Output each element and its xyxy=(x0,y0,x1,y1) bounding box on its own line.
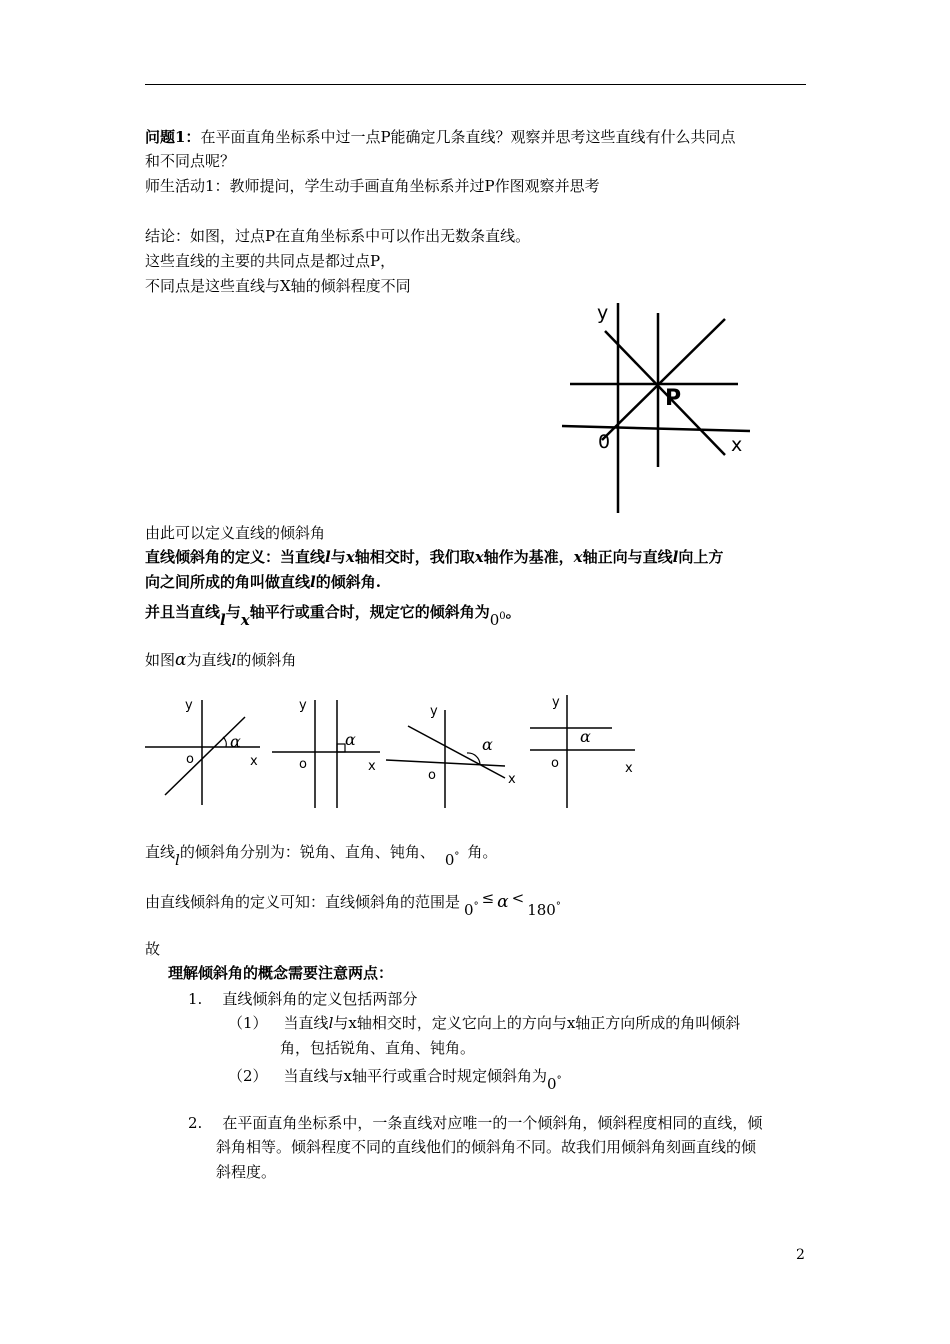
x-label: x xyxy=(508,772,516,787)
definition-line-1 xyxy=(145,546,723,568)
range-statement xyxy=(145,888,561,919)
item-number: 1. xyxy=(188,990,203,1008)
var-l: l xyxy=(310,573,316,591)
var-l: l xyxy=(220,611,226,629)
note-sub-1-line-2: 角，包括锐角、直角、钝角。 xyxy=(280,1039,476,1057)
sub-text: 与x轴相交时，定义它向上的方向与x轴正方向所成的角叫倾斜 xyxy=(333,1014,741,1032)
zero: 0 xyxy=(547,1075,557,1093)
sub-text: 当直线与x轴平行或重合时规定倾斜角为 xyxy=(283,1067,548,1085)
zero-degrees xyxy=(445,851,460,869)
def-text: 轴平行或重合时，规定它的倾斜角为 xyxy=(249,603,490,621)
x-axis xyxy=(562,426,750,431)
def-text: 轴作为基准， xyxy=(483,548,574,566)
range-text: 由直线倾斜角的定义可知：直线倾斜角的范围是 xyxy=(145,893,461,911)
note-item-2-line-3: 斜程度。 xyxy=(216,1163,277,1181)
intro-text: 为直线 xyxy=(186,651,232,669)
question-line-1 xyxy=(145,126,736,148)
def-text: 与 xyxy=(330,548,346,566)
y-label: y xyxy=(430,704,438,719)
y-label: y xyxy=(299,698,307,713)
var-l: l xyxy=(325,548,331,566)
types-text: 的倾斜角分别为：锐角、直角、钝角、 xyxy=(179,843,435,861)
var-l: l xyxy=(231,651,237,669)
alpha-label: α xyxy=(482,735,493,754)
origin-label: o xyxy=(299,757,307,772)
sub-text: 当直线 xyxy=(283,1014,329,1032)
def-text: 向之间所成的角叫做直线 xyxy=(145,573,311,591)
question-text: 在平面直角坐标系中过一点P能确定几条直线？观察并思考这些直线有什么共同点 xyxy=(200,128,736,146)
def-text: 。 xyxy=(505,603,521,621)
activity-text: 师生活动1：教师提问，学生动手画直角坐标系并过P作图观察并思考 xyxy=(145,177,600,195)
def-text: 的倾斜角. xyxy=(315,573,381,591)
var-l: l xyxy=(672,548,679,566)
sub-number: （2） xyxy=(228,1067,268,1085)
degree-sign: 0 xyxy=(499,611,506,622)
degree-sign: ° xyxy=(555,901,561,912)
y-label: y xyxy=(552,695,560,710)
alpha-symbol: α xyxy=(497,892,509,912)
origin-label: o xyxy=(186,752,194,767)
header-rule xyxy=(145,84,806,85)
lt-symbol: < xyxy=(511,889,525,907)
inclination-figures xyxy=(140,690,650,815)
zero-degrees xyxy=(490,611,506,629)
types-text: 角。 xyxy=(467,843,498,861)
degree-sign: ° xyxy=(473,901,479,912)
note-sub-2 xyxy=(228,1062,562,1093)
alpha-symbol: α xyxy=(175,650,187,670)
max-degrees xyxy=(527,901,561,919)
item-text: 在平面直角坐标系中，一条直线对应唯一的一个倾斜角，倾斜程度相同的直线，倾 xyxy=(222,1114,763,1132)
def-text: 轴正向与直线 xyxy=(582,548,673,566)
item-number: 2. xyxy=(188,1114,203,1132)
def-text: 直线倾斜角的定义：当直线 xyxy=(145,548,326,566)
types-text: 直线 xyxy=(145,843,176,861)
def-text: 与 xyxy=(225,603,241,621)
zero: 0 xyxy=(464,901,474,919)
zero-degrees xyxy=(547,1075,562,1093)
max-value: 180 xyxy=(527,901,556,919)
lines-through-p-figure xyxy=(555,295,770,517)
gu-text: 故 xyxy=(145,940,161,958)
figure-zero xyxy=(530,695,635,808)
le-symbol: ≤ xyxy=(481,889,495,907)
var-x: x xyxy=(240,611,250,629)
var-l: l xyxy=(328,1014,334,1032)
definition-line-2 xyxy=(145,571,381,593)
zero: 0 xyxy=(489,611,500,629)
conclusion-line-3: 不同点是这些直线与X轴的倾斜程度不同 xyxy=(145,277,411,295)
degree-sign: ° xyxy=(556,1075,562,1086)
var-x: x xyxy=(474,548,484,566)
range-expression xyxy=(464,901,479,919)
point-p-label: P xyxy=(665,386,682,411)
conclusion-line-2: 这些直线的主要的共同点是都过点P， xyxy=(145,252,396,270)
angle-types xyxy=(145,838,498,869)
x-label: x xyxy=(731,434,743,456)
note-item-2 xyxy=(188,1112,762,1134)
x-label: x xyxy=(368,759,376,774)
parallel-rule xyxy=(145,598,521,629)
question-label: 问题1： xyxy=(145,128,201,146)
def-text: 并且当直线 xyxy=(145,603,221,621)
alpha-label: α xyxy=(580,727,591,746)
intro-text: 的倾斜角 xyxy=(236,651,297,669)
x-label: x xyxy=(250,754,258,769)
conclusion-line-1: 结论：如图，过点P在直角坐标系中可以作出无数条直线。 xyxy=(145,227,531,245)
def-text: 轴相交时，我们取 xyxy=(354,548,475,566)
note-item-1 xyxy=(188,988,417,1010)
degree-sign: ° xyxy=(454,851,460,862)
origin-label: o xyxy=(428,768,436,783)
def-text: 向上方 xyxy=(678,548,724,566)
notes-title: 理解倾斜角的概念需要注意两点： xyxy=(168,964,394,982)
alpha-label: α xyxy=(230,732,241,751)
ascending-line xyxy=(602,319,725,440)
x-label: x xyxy=(625,761,633,776)
question-line-2: 和不同点呢？ xyxy=(145,152,236,170)
note-item-2-line-2: 斜角相等。倾斜程度不同的直线他们的倾斜角不同。故我们用倾斜角刻画直线的倾 xyxy=(216,1138,757,1156)
y-label: y xyxy=(597,302,609,324)
page-number: 2 xyxy=(796,1247,805,1263)
figure-right xyxy=(272,698,380,808)
note-sub-1 xyxy=(228,1012,740,1034)
figure-obtuse xyxy=(386,704,516,808)
var-l: l xyxy=(175,851,180,869)
item-text: 直线倾斜角的定义包括两部分 xyxy=(222,990,418,1008)
origin-label: 0 xyxy=(598,431,611,453)
var-x: x xyxy=(345,548,355,566)
sub-number: （1） xyxy=(228,1014,268,1032)
y-label: y xyxy=(185,698,193,713)
var-x: x xyxy=(573,548,583,566)
lead-in-text: 由此可以定义直线的倾斜角 xyxy=(145,524,326,542)
zero: 0 xyxy=(444,851,455,869)
origin-label: o xyxy=(551,756,559,771)
figure-intro xyxy=(145,649,296,671)
alpha-label: α xyxy=(345,730,356,749)
figure-acute xyxy=(145,698,260,805)
intro-text: 如图 xyxy=(145,651,176,669)
